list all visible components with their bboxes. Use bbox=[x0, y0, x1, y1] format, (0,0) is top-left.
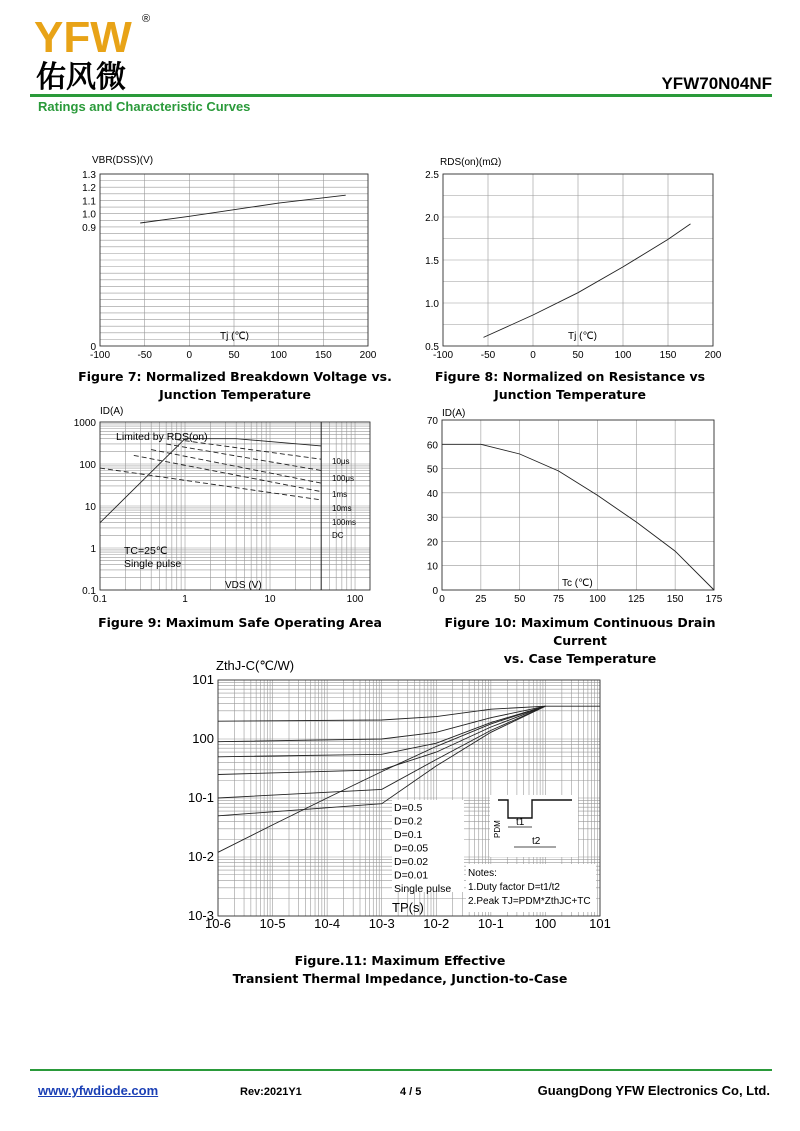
logo-text: YFW bbox=[34, 13, 132, 62]
x-tick-label: 125 bbox=[627, 594, 645, 605]
y-tick-label: 0 bbox=[432, 586, 438, 597]
series-label: 10ms bbox=[332, 504, 352, 513]
x-tick-label: 1 bbox=[182, 594, 188, 605]
x-tick-label: 10-6 bbox=[204, 916, 232, 931]
note-line: Notes: bbox=[468, 868, 497, 879]
fig8-caption-line2: Junction Temperature bbox=[494, 387, 646, 402]
fig9-plot bbox=[74, 406, 370, 605]
x-tick-label: 50 bbox=[228, 350, 240, 361]
y-tick-label: 1.0 bbox=[82, 209, 96, 221]
y-tick-label: 1.2 bbox=[82, 183, 96, 195]
y-tick-label: 100 bbox=[79, 460, 96, 471]
x-tick-label: 75 bbox=[553, 594, 565, 605]
y-axis-label: VBR(DSS)(V) bbox=[92, 155, 154, 166]
x-tick-label: 150 bbox=[659, 350, 677, 361]
x-tick-label: 50 bbox=[514, 594, 526, 605]
fig10-caption-line1: Figure 10: Maximum Continuous Drain Current bbox=[444, 615, 716, 648]
series-label: 10μs bbox=[332, 457, 350, 466]
x-tick-label: 150 bbox=[666, 594, 684, 605]
fig7-plot bbox=[82, 155, 377, 361]
x-tick-label: 0 bbox=[530, 350, 536, 361]
y-tick-label: 1.1 bbox=[82, 196, 96, 208]
x-tick-label: 25 bbox=[475, 594, 487, 605]
legend-entry: D=0.02 bbox=[394, 856, 429, 868]
legend-entry: D=0.2 bbox=[394, 815, 423, 828]
series-label: 100μs bbox=[332, 474, 354, 483]
annotation-limited-rdson: Limited by RDS(on) bbox=[116, 431, 208, 443]
footer-divider bbox=[30, 1069, 772, 1071]
y-tick-label: 1.5 bbox=[425, 256, 439, 267]
inset-pdm-label: PDM bbox=[493, 820, 502, 838]
y-tick-label: 50 bbox=[426, 464, 438, 476]
x-tick-label: 100 bbox=[534, 916, 557, 931]
y-tick-label: 0.1 bbox=[82, 586, 96, 597]
fig8-chart bbox=[418, 150, 728, 362]
y-tick-label: 1 bbox=[90, 544, 96, 555]
fig11-chart bbox=[180, 650, 620, 945]
logo-chinese: 佑风微 bbox=[36, 61, 126, 94]
fig11-caption-line1: Figure.11: Maximum Effective bbox=[294, 953, 506, 968]
x-axis-label: TP(s) bbox=[392, 900, 424, 915]
fig11-plot bbox=[188, 658, 611, 931]
y-axis-label: RDS(on)(mΩ) bbox=[440, 157, 502, 168]
company-logo bbox=[30, 10, 170, 95]
fig9-chart bbox=[70, 400, 390, 610]
data-series-line bbox=[484, 224, 691, 338]
x-tick-label: 0.1 bbox=[93, 594, 107, 605]
fig7-caption bbox=[75, 368, 395, 404]
plot-frame bbox=[442, 420, 714, 590]
x-tick-label: 10-5 bbox=[259, 916, 286, 931]
fig11-caption bbox=[200, 952, 600, 988]
x-tick-label: 0 bbox=[439, 594, 445, 605]
series-label: DC bbox=[332, 531, 344, 540]
registered-mark: ® bbox=[142, 13, 151, 25]
x-tick-label: -50 bbox=[480, 350, 496, 361]
x-tick-label: 100 bbox=[589, 594, 606, 605]
y-axis-label: ZthJ-C(℃/W) bbox=[216, 658, 295, 673]
x-axis-label: Tc (℃) bbox=[562, 578, 593, 589]
fig8-plot bbox=[425, 157, 722, 361]
header-divider bbox=[30, 94, 772, 97]
fig7-caption-line2: Junction Temperature bbox=[159, 387, 311, 402]
x-tick-label: 200 bbox=[359, 350, 377, 361]
x-tick-label: 10-1 bbox=[477, 916, 504, 931]
fig10-plot bbox=[427, 408, 723, 605]
data-series-line bbox=[140, 195, 346, 223]
y-tick-label: 2.5 bbox=[425, 170, 439, 181]
legend-entry: D=0.01 bbox=[394, 869, 429, 882]
x-tick-label: -50 bbox=[137, 350, 152, 361]
footer-page-number: 4 / 5 bbox=[400, 1086, 422, 1098]
y-tick-label: 2.0 bbox=[425, 213, 439, 224]
y-tick-label: 10 bbox=[426, 561, 438, 573]
y-tick-label: 0.9 bbox=[82, 222, 96, 234]
inset-t1-label: t1 bbox=[516, 817, 525, 828]
x-tick-label: 175 bbox=[705, 594, 723, 605]
y-tick-label: 70 bbox=[426, 416, 438, 427]
y-tick-label: 0 bbox=[90, 342, 96, 353]
footer-revision: Rev:2021Y1 bbox=[240, 1086, 302, 1098]
inset-t2-label: t2 bbox=[532, 836, 541, 847]
x-tick-label: 10-2 bbox=[423, 916, 450, 931]
fig9-caption-line1: Figure 9: Maximum Safe Operating Area bbox=[98, 615, 382, 630]
y-tick-label: 1000 bbox=[73, 418, 96, 429]
x-tick-label: 100 bbox=[614, 350, 632, 361]
series-label: 1ms bbox=[332, 490, 348, 499]
x-tick-label: 150 bbox=[314, 350, 332, 361]
note-line: 1.Duty factor D=t1/t2 bbox=[468, 882, 560, 893]
y-tick-label: 1.0 bbox=[425, 299, 439, 310]
y-tick-label: 10-1 bbox=[187, 790, 214, 805]
x-tick-label: 10-4 bbox=[314, 916, 341, 931]
y-axis-label: ID(A) bbox=[100, 406, 124, 417]
part-number: YFW70N04NF bbox=[661, 74, 772, 93]
section-title: Ratings and Characteristic Curves bbox=[38, 99, 251, 114]
x-tick-label: 10 bbox=[264, 594, 276, 605]
y-axis-label: ID(A) bbox=[442, 408, 466, 419]
y-tick-label: 1.3 bbox=[82, 170, 96, 181]
x-tick-label: 50 bbox=[572, 350, 584, 361]
fig8-caption-line1: Figure 8: Normalized on Resistance vs bbox=[434, 369, 706, 384]
x-axis-label: VDS (V) bbox=[225, 580, 262, 591]
legend-entry: Single pulse bbox=[394, 883, 452, 895]
y-tick-label: 60 bbox=[426, 440, 438, 452]
x-tick-label: 10-3 bbox=[368, 916, 395, 931]
fig8-caption bbox=[410, 368, 730, 404]
legend-entry: D=0.5 bbox=[394, 802, 423, 814]
y-tick-label: 101 bbox=[192, 672, 214, 687]
x-tick-label: 100 bbox=[270, 350, 288, 361]
fig10-chart bbox=[412, 400, 732, 610]
note-line: 2.Peak TJ=PDM*ZthJC+TC bbox=[468, 896, 591, 907]
x-tick-label: 200 bbox=[704, 350, 722, 361]
y-tick-label: 10-3 bbox=[187, 908, 214, 923]
footer-company: GuangDong YFW Electronics Co, Ltd. bbox=[537, 1083, 770, 1098]
x-axis-label: Tj (℃) bbox=[220, 331, 249, 342]
annotation-single-pulse: Single pulse bbox=[124, 558, 182, 570]
y-tick-label: 0.5 bbox=[425, 342, 439, 353]
y-tick-label: 10 bbox=[84, 502, 96, 513]
y-tick-label: 40 bbox=[426, 488, 438, 500]
fig10-caption-line2: vs. Case Temperature bbox=[503, 651, 657, 666]
x-axis-label: Tj (℃) bbox=[568, 331, 597, 342]
y-tick-label: 10-2 bbox=[187, 849, 214, 864]
x-tick-label: -100 bbox=[89, 350, 111, 361]
fig9-caption bbox=[75, 614, 405, 632]
x-tick-label: 101 bbox=[589, 916, 611, 931]
legend-entry: D=0.1 bbox=[394, 829, 423, 841]
x-tick-label: 100 bbox=[346, 594, 364, 605]
x-tick-label: -100 bbox=[432, 350, 454, 361]
fig7-chart bbox=[80, 150, 390, 362]
pulse-inset bbox=[490, 795, 578, 857]
fig11-caption-line2: Transient Thermal Impedance, Junction-to-Case bbox=[232, 971, 568, 986]
inset-background bbox=[490, 795, 578, 857]
legend-entry: D=0.05 bbox=[394, 842, 429, 855]
y-tick-label: 20 bbox=[426, 537, 438, 549]
footer-website-link[interactable]: www.yfwdiode.com bbox=[38, 1083, 159, 1098]
series-label: 100ms bbox=[332, 518, 357, 527]
x-tick-label: 0 bbox=[186, 350, 193, 361]
annotation-tc: TC=25℃ bbox=[124, 545, 168, 557]
y-tick-label: 100 bbox=[192, 731, 214, 746]
y-tick-label: 30 bbox=[426, 513, 438, 525]
fig7-caption-line1: Figure 7: Normalized Breakdown Voltage vs. bbox=[78, 369, 392, 384]
